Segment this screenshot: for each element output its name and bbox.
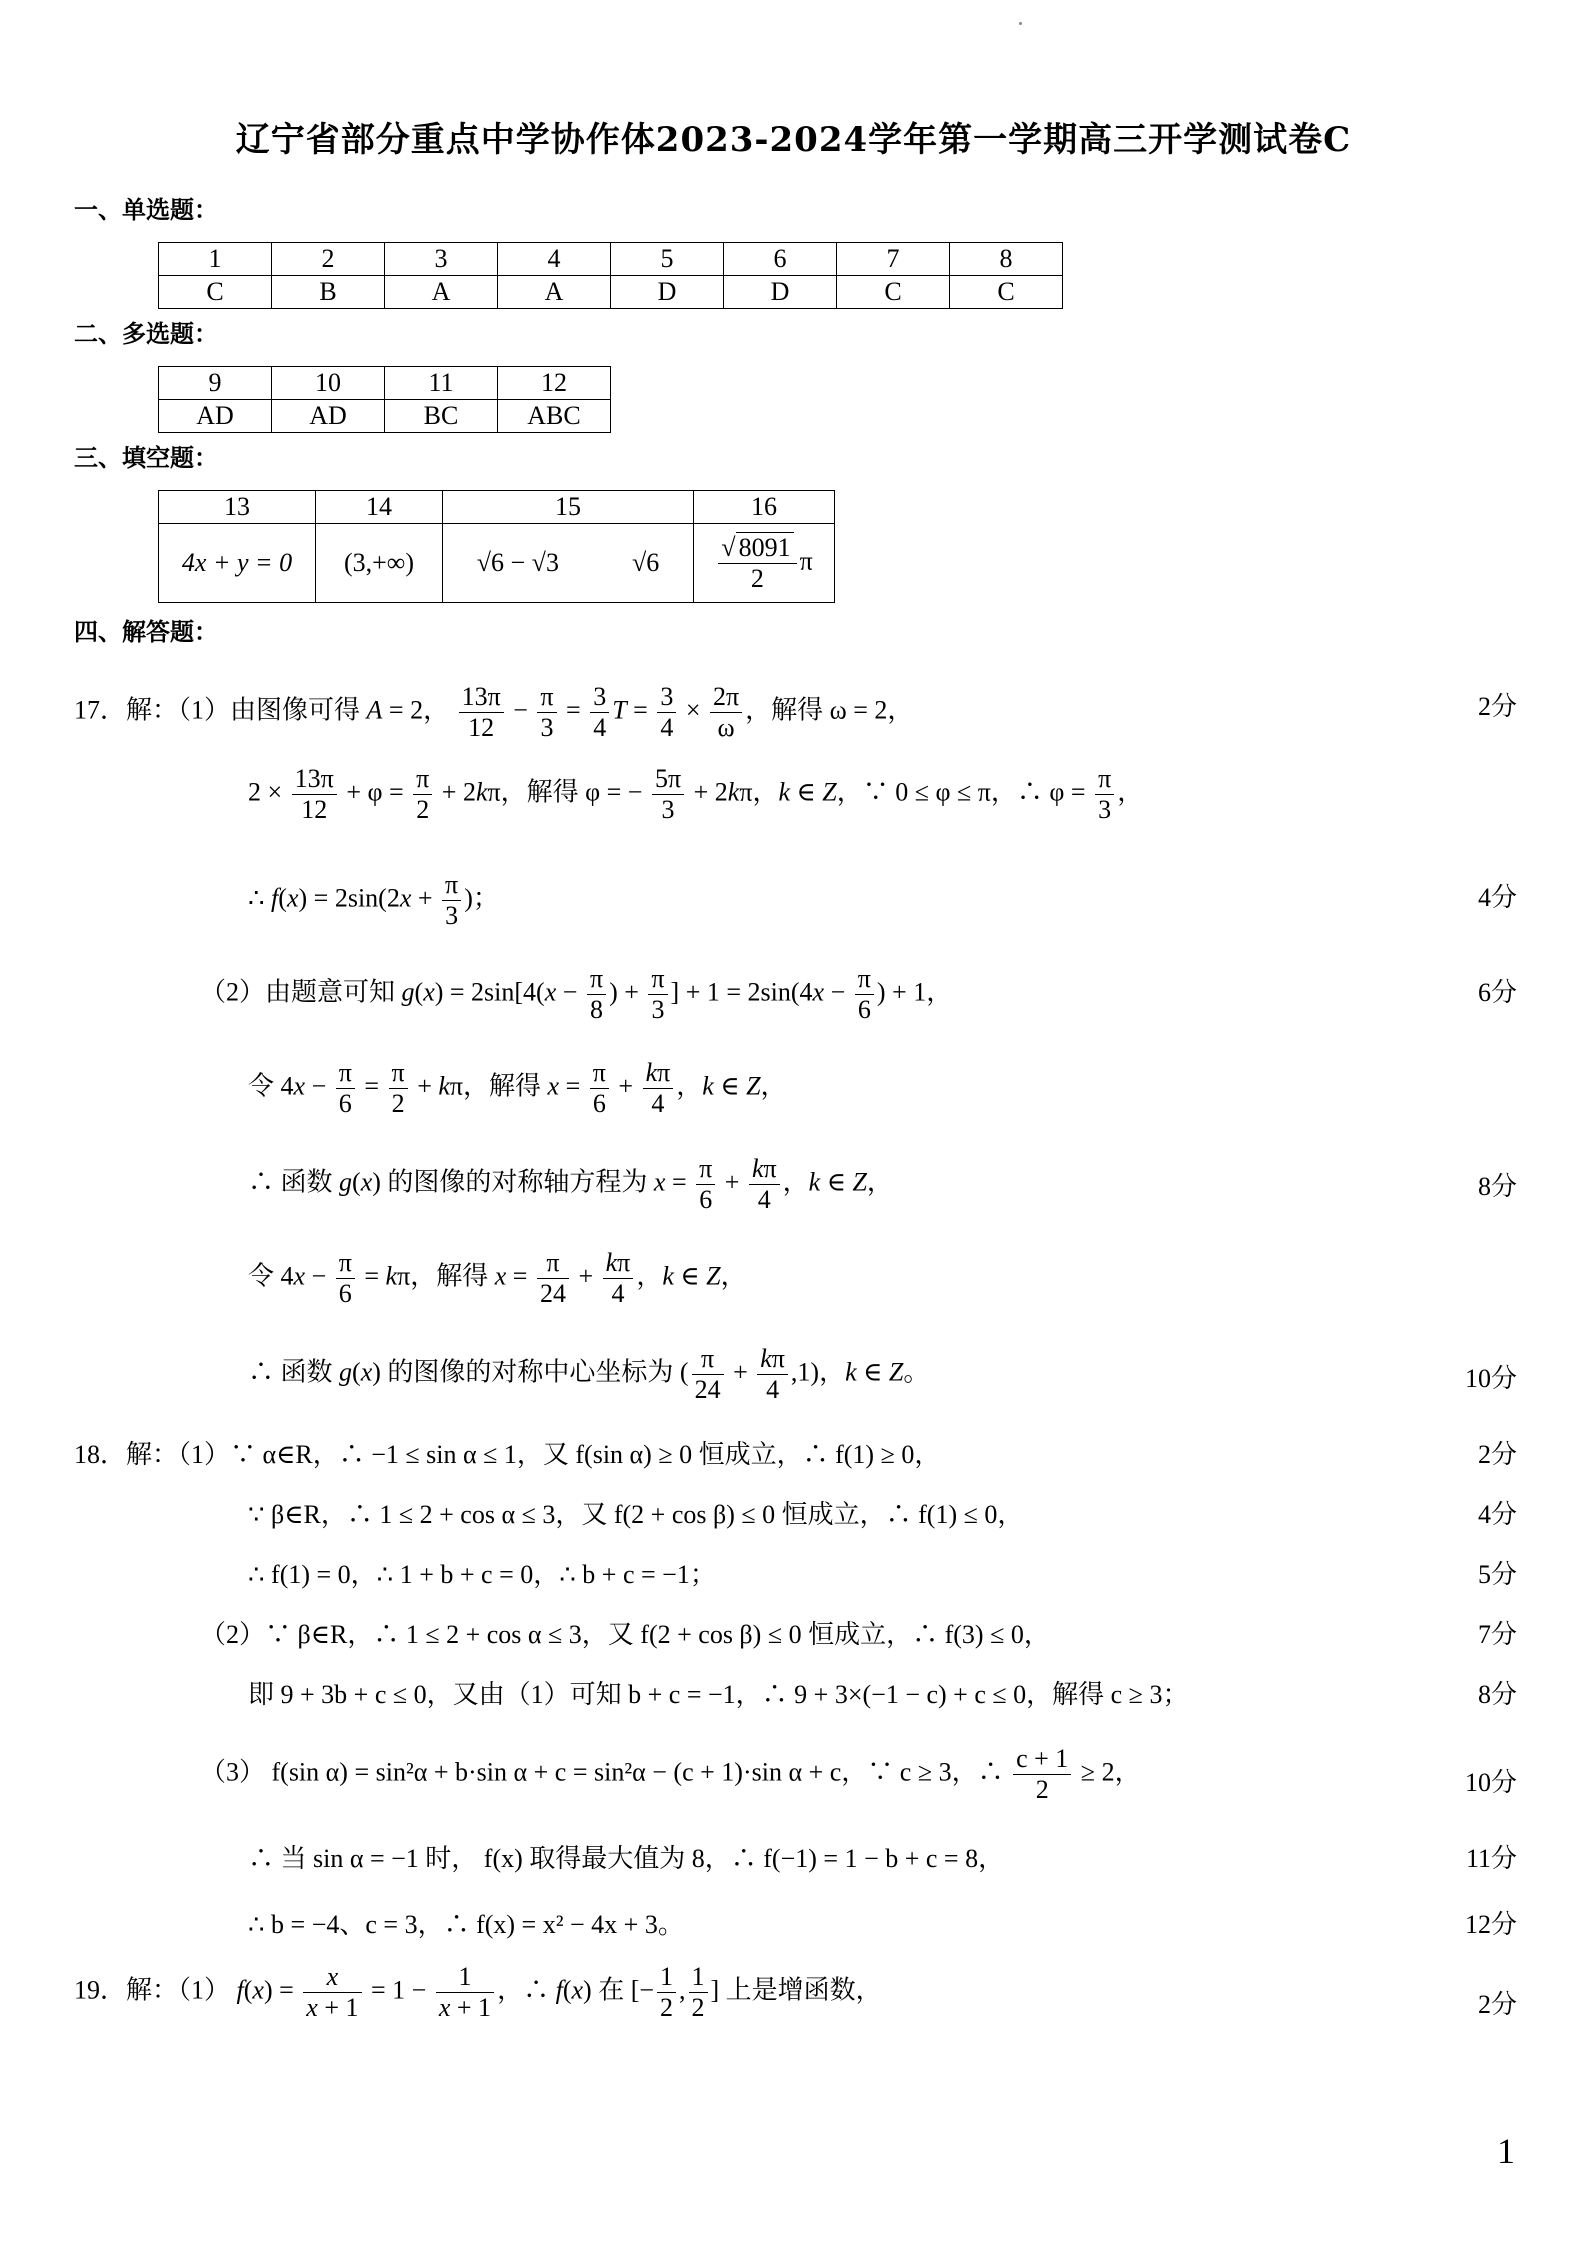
answer-15a: √6 − √3 [476,548,559,577]
score: 10分 [1464,1364,1517,1393]
q18-line-3: ∴ f(1) = 0，∴ 1 + b + c = 0，∴ b + c = −1； [248,1560,716,1589]
score: 10分 [1464,1768,1517,1797]
score: 5分 [1477,1560,1517,1589]
score: 7分 [1477,1620,1517,1649]
score: 2分 [1477,1990,1517,2019]
q17-line-1: 17．解：（1）由图像可得 A = 2， $\frac{13\pi}{12}$ − $\frac{\pi}{3}$ = $\frac{3}{4}$ T = $\frac{3}{4}$ × $\frac{2\pi}{\omega}$ ，解得 ω = 2， [74,682,914,742]
q19-line-1: 19．解：（1） f(x) = $\frac{x}{x + 1}$ = 1 − $\frac{1}{x + 1}$ ，∴ f(x) 在 [− $\frac{1}{2}$ , $\frac{1}{2}$ ] 上是增函数， [74,1962,882,2022]
q18-line-6: （3） f(sin α) = sin²α + b·sin α + c = sin²α − (c + 1)·sin α + c，∵ c ≥ 3，∴ $\frac{c + 1}{2}$ ≥ 2， [200,1744,1141,1804]
table-row: C B A A D D C C [159,276,1063,309]
q17-line-3: ∴ f(x) = 2sin(2x + $\frac{\pi}{3}$ )； [248,870,499,930]
section-single-choice: 一、单选题： [74,195,218,224]
page-title: 辽宁省部分重点中学协作体2023-2024学年第一学期高三开学测试卷C [235,120,1352,160]
q17-line-5: 令 4x − $\frac{\pi}{6}$ = $\frac{\pi}{2}$ + kπ，解得 x = $\frac{\pi}{6}$ + $\frac{k\pi}{4}$ ，k ∈ Z， [248,1058,787,1118]
section-multi-choice: 二、多选题： [74,319,218,348]
q17-line-7: 令 4x − $\frac{\pi}{6}$ = kπ，解得 x = $\frac{\pi}{24}$ + $\frac{k\pi}{4}$ ，k ∈ Z， [248,1248,747,1308]
q17-line-8: ∴ 函数 g(x) 的图像的对称中心坐标为 ( $\frac{\pi}{24}$ + $\frac{k\pi}{4}$ ,1)，k ∈ Z。 [248,1344,930,1404]
scan-speck [1019,22,1022,25]
q17-line-2: 2 × $\frac{13\pi}{12}$ + φ = $\frac{\pi}{2}$ + 2kπ，解得 φ = − $\frac{5\pi}{3}$ + 2kπ，k ∈ Z，∵ 0 ≤ φ ≤ π，∴ φ = $\frac{\pi}{3}$ ， [248,764,1144,824]
score: 8分 [1477,1680,1517,1709]
single-choice-table [158,242,1063,309]
table-row: 13 14 15 16 [159,491,835,524]
score: 6分 [1477,978,1517,1007]
page-number: 1 [1497,2131,1515,2171]
score: 11分 [1465,1844,1517,1873]
q18-line-4: （2）∵ β∈R，∴ 1 ≤ 2 + cos α ≤ 3，又 f(2 + cos β) ≤ 0 恒成立，∴ f(3) ≤ 0， [200,1620,1050,1649]
score: 4分 [1477,883,1517,912]
table-row: 1 2 3 4 5 6 7 8 [159,243,1063,276]
table-row: AD AD BC ABC [159,400,611,433]
q18-line-1: 18．解：（1）∵ α∈R，∴ −1 ≤ sin α ≤ 1，又 f(sin α) ≥ 0 恒成立，∴ f(1) ≥ 0， [74,1440,941,1469]
fill-blank-table [158,490,835,603]
score: 12分 [1464,1910,1517,1939]
answer-15b: √6 [631,548,660,577]
score: 2分 [1477,1440,1517,1469]
section-solutions: 四、解答题： [74,617,218,646]
q17-line-6: ∴ 函数 g(x) 的图像的对称轴方程为 x = $\frac{\pi}{6}$ + $\frac{k\pi}{4}$ ，k ∈ Z， [248,1154,893,1214]
q18-line-5: 即 9 + 3b + c ≤ 0，又由（1）可知 b + c = −1，∴ 9 + 3×(−1 − c) + c ≤ 0，解得 c ≥ 3； [248,1680,1189,1709]
score: 4分 [1477,1500,1517,1529]
q18-line-2: ∵ β∈R，∴ 1 ≤ 2 + cos α ≤ 3，又 f(2 + cos β) ≤ 0 恒成立，∴ f(1) ≤ 0， [248,1500,1024,1529]
q18-line-7: ∴ 当 sin α = −1 时， f(x) 取得最大值为 8，∴ f(−1) = 1 − b + c = 8， [248,1844,1005,1873]
answer-16-fraction: $\frac{√ 8091}{2}$ [718,533,796,594]
score: 2分 [1477,692,1517,721]
multi-choice-table [158,366,611,433]
score: 8分 [1477,1172,1517,1201]
section-fill-blank: 三、填空题： [74,443,218,472]
table-row: 9 10 11 12 [159,367,611,400]
q18-line-8: ∴ b = −4、c = 3，∴ f(x) = x² − 4x + 3。 [248,1910,684,1939]
table-row: 4x + y = 0 (3,+∞) √6 − √3 √6 $\frac{√ 8091}{2}$ π [159,524,835,603]
q17-line-4: （2）由题意可知 g(x) = 2sin[4(x − $\frac{\pi}{8}$ ) + $\frac{\pi}{3}$ ] + 1 = 2sin(4x − $\frac{\pi}{6}$ ) + 1， [200,964,953,1024]
